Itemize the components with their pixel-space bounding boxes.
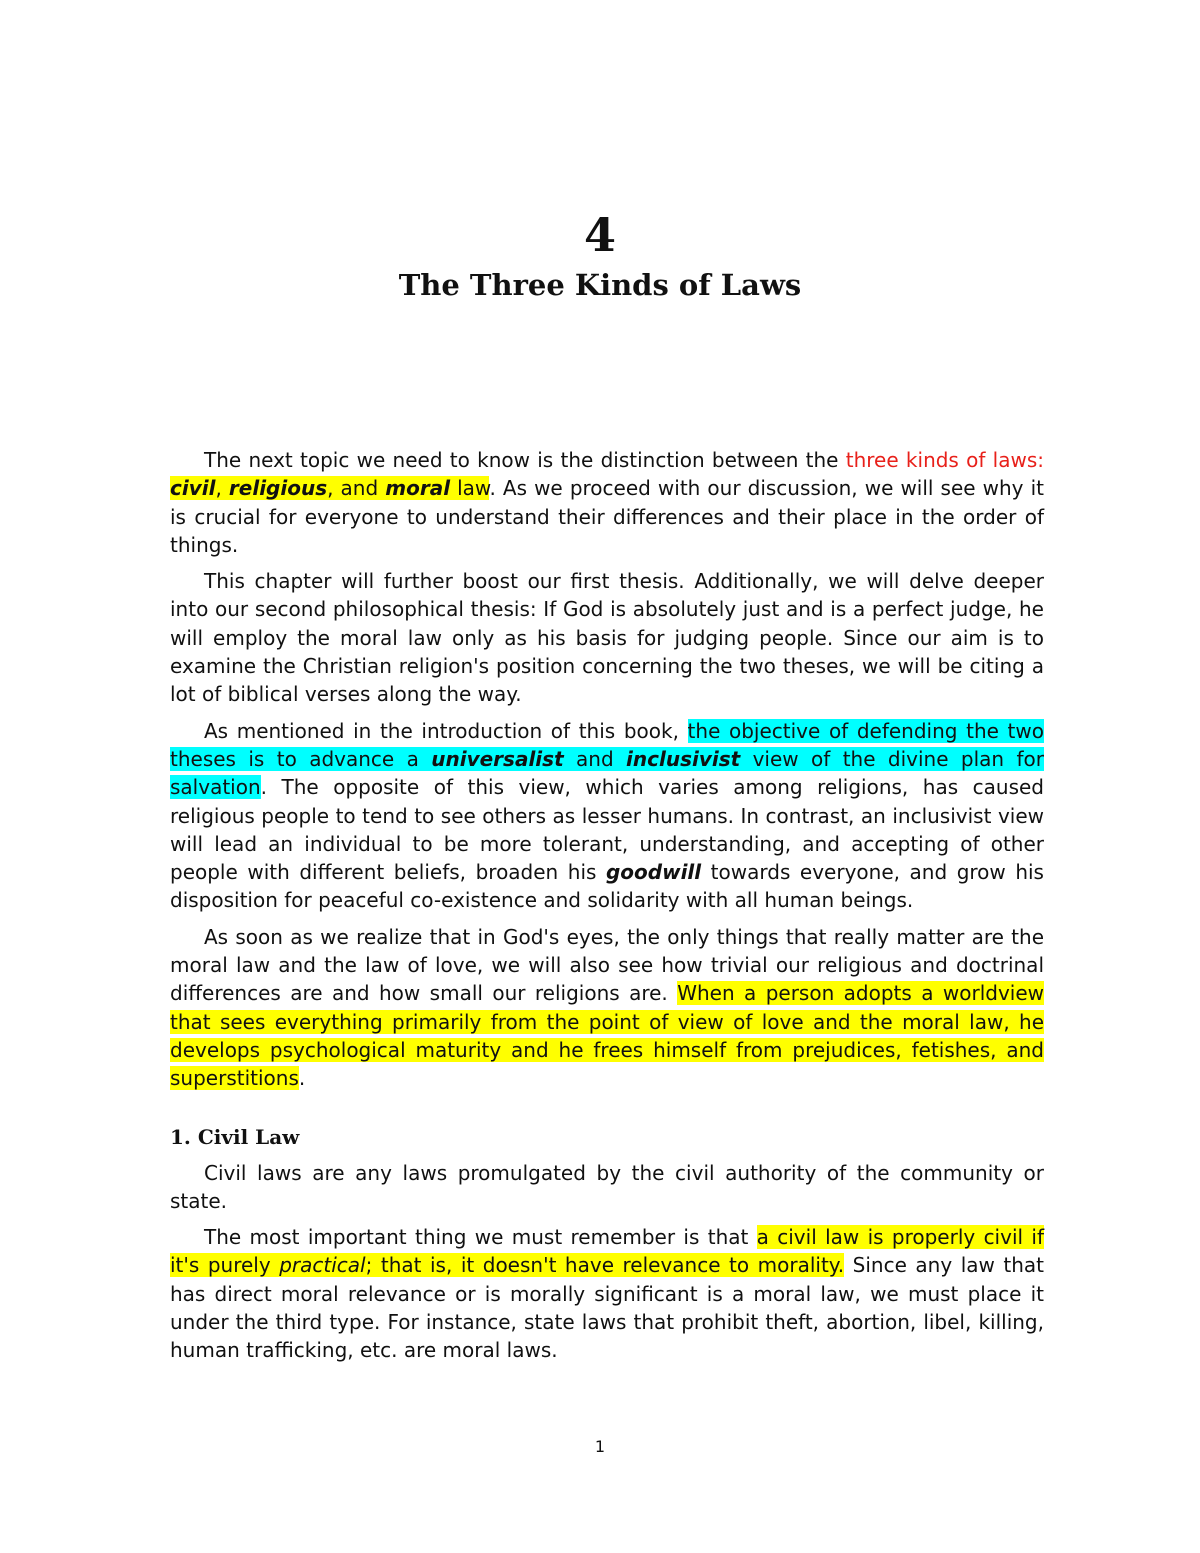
term-moral: moral <box>385 476 451 501</box>
body-text <box>170 446 1044 1373</box>
text-run: As soon as we realize that in God's eyes, the only things that really matter are the moral law and the law of love, we will also see how trivial our religious and doctrinal differences are and how small our religions are. <box>170 924 1044 1006</box>
text-run: towards everyone, and grow his disposition for peaceful co-existence and solidarity with all human beings. <box>170 860 1044 913</box>
term-religious: religious <box>228 476 328 501</box>
term-civil: civil <box>170 476 216 501</box>
chapter-title: The Three Kinds of Laws <box>398 268 802 302</box>
term-inclusivist: inclusivist <box>626 746 741 771</box>
page-number: 1 <box>594 1437 606 1456</box>
text-run: law <box>450 476 490 501</box>
text-run: , and <box>327 476 386 501</box>
text-run: , <box>215 476 229 501</box>
section-heading-civil-law: 1. Civil Law <box>170 1124 300 1149</box>
highlighted-run: When a person adopts a worldview that sees everything primarily from the point of view of love and the moral law, he develops psychological maturity and he frees himself from prejudices, fetishes, and superstitions <box>170 981 1044 1091</box>
text-run: As mentioned in the introduction of this book, <box>204 718 688 743</box>
text-run: the objective of defending the two theses is to advance a <box>170 718 1044 771</box>
text-run: . As we proceed with our discussion, we will see why it is crucial for everyone to understand their differences and their place in the order of things. <box>170 476 1044 557</box>
term-practical: practical <box>279 1253 366 1278</box>
text-run: . <box>298 1066 306 1091</box>
term-goodwill: goodwill <box>605 860 702 885</box>
paragraph-civil-definition: Civil laws are any laws promulgated by the civil authority of the community or state. <box>170 1160 1044 1213</box>
paragraph-intro <box>170 446 1044 559</box>
chapter-number: 4 <box>583 208 616 262</box>
paragraph-civil-practical <box>170 1223 1044 1364</box>
text-run: and <box>563 746 627 771</box>
text-run: view of the divine plan for salvation <box>170 746 1044 800</box>
paragraph-thesis: This chapter will further boost our first thesis. Additionally, we will delve deeper into our second philosophical thesis: If God is absolutely just and is a perfect judge, he will employ the moral law only as his basis for judging people. Since our aim is to examine the Christian religion's position concerning the two theses, we will be citing a lot of biblical verses along the way. <box>170 569 1044 707</box>
text-run: The most important thing we must remember is that <box>204 1225 757 1250</box>
paragraph-worldview <box>170 923 1044 1093</box>
term-universalist: universalist <box>431 746 564 771</box>
text-run: ; that is, it doesn't have relevance to morality. <box>365 1253 845 1278</box>
text-run: Since any law that has direct moral relevance or is morally significant is a moral law, we must place it under the third type. For instance, state laws that prohibit theft, abortion, libel, killing, human trafficking, etc. are moral laws. <box>170 1253 1045 1363</box>
paragraph-objective <box>170 717 1044 915</box>
text-run: a civil law is properly civil if it's purely <box>170 1225 1044 1278</box>
red-text-run: three kinds of laws: <box>845 448 1044 472</box>
highlighted-run <box>170 476 489 500</box>
text-run: The next topic we need to know is the distinction between the <box>204 448 846 472</box>
text-run: . The opposite of this view, which varies among religions, has caused religious people to tend to see others as lesser humans. In contrast, an inclusivist view will lead an individual to be more tolerant, understanding, and accepting of other people with different beliefs, broaden his <box>170 775 1044 885</box>
